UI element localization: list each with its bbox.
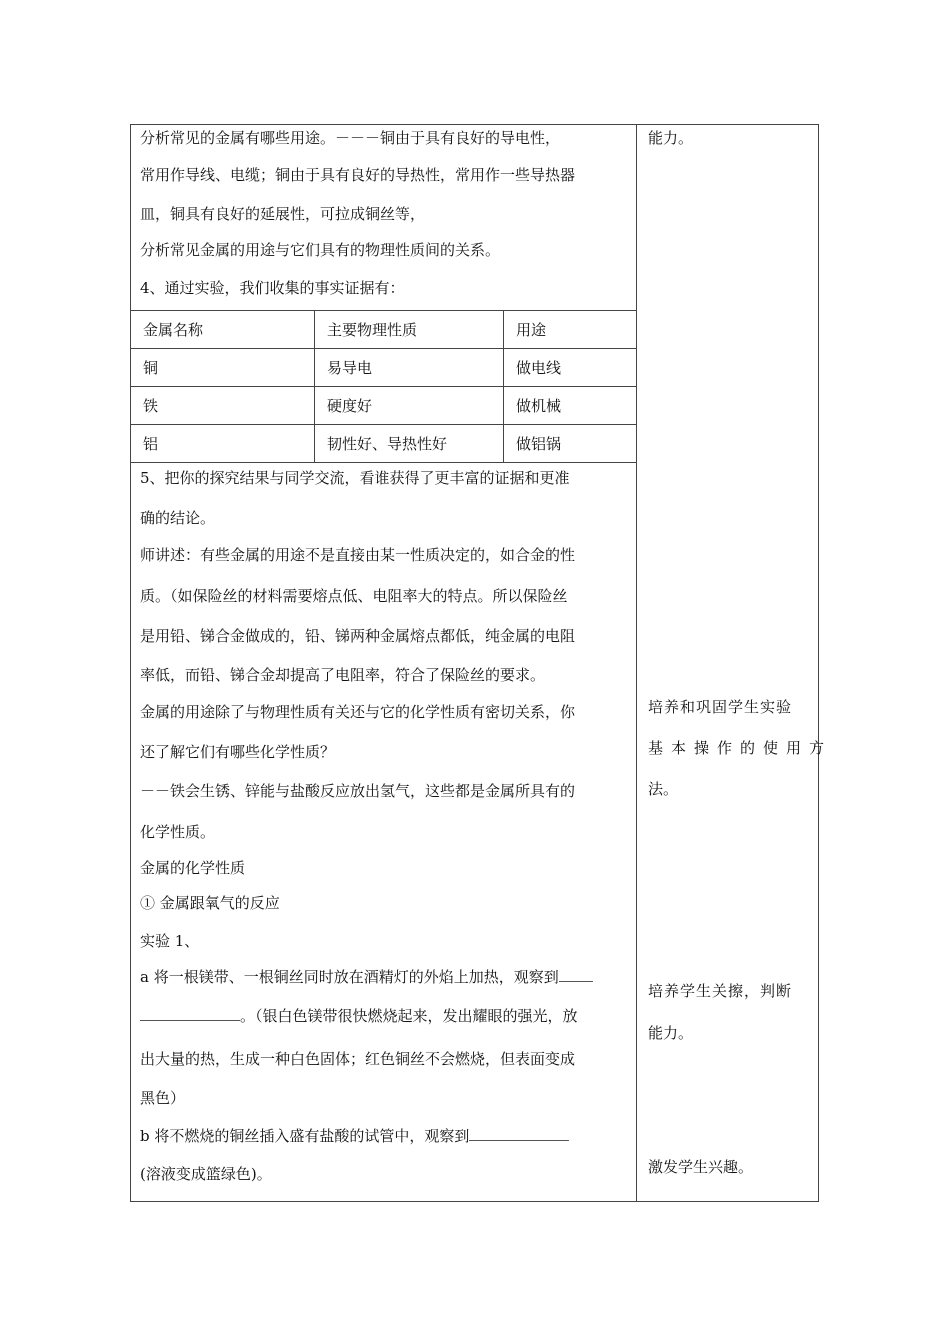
- table-cell: 铜: [131, 349, 315, 387]
- column-divider: [636, 124, 637, 1202]
- paragraph-line: 金属的用途除了与物理性质有关还与它的化学性质有密切关系，你: [140, 703, 576, 721]
- table-cell: 做机械: [504, 387, 637, 425]
- paragraph-line: 质。（如保险丝的材料需要熔点低、电阻率大的特点。所以保险丝: [140, 587, 568, 605]
- objective-text: 能力。: [648, 1024, 694, 1042]
- paragraph-line: 确的结论。: [140, 509, 216, 527]
- table-cell: 铝: [131, 425, 315, 463]
- paragraph-line: 5、把你的探究结果与同学交流，看谁获得了更丰富的证据和更准: [140, 469, 570, 487]
- table-cell: 铁: [131, 387, 315, 425]
- paragraph-line: 黑色）: [140, 1089, 186, 1107]
- objective-text: 培养学生关擦，判断: [648, 982, 793, 1000]
- paragraph-line: 皿，铜具有良好的延展性，可拉成铜丝等，: [140, 205, 426, 223]
- paragraph-line: 分析常见的金属有哪些用途。－－－铜由于具有良好的导电性，: [140, 129, 561, 147]
- table-cell: 做电线: [504, 349, 637, 387]
- table-cell: 硬度好: [315, 387, 504, 425]
- paragraph-line: 常用作导线、电缆；铜由于具有良好的导热性，常用作一些导热器: [140, 166, 576, 184]
- paragraph-line: [140, 1126, 569, 1146]
- objective-text: 能力。: [648, 129, 694, 147]
- table-row: [131, 425, 637, 463]
- paragraph-text: a 将一根镁带、一根铜丝同时放在酒精灯的外焰上加热，观察到: [140, 968, 559, 986]
- paragraph-text: b 将不燃烧的铜丝插入盛有盐酸的试管中，观察到: [140, 1127, 470, 1145]
- table-row: [131, 349, 637, 387]
- paragraph-line: 分析常见金属的用途与它们具有的物理性质间的关系。: [140, 241, 501, 259]
- paragraph-line: 率低，而铅、锑合金却提高了电阻率，符合了保险丝的要求。: [140, 666, 546, 684]
- section-heading: 金属的化学性质: [140, 859, 246, 877]
- table-header-cell: 主要物理性质: [315, 311, 504, 349]
- paragraph-line: 还了解它们有哪些化学性质？: [140, 743, 336, 761]
- objective-text: 培养和巩固学生实验: [648, 698, 793, 716]
- table-header-cell: 用途: [504, 311, 637, 349]
- subsection-heading: ① 金属跟氧气的反应: [140, 894, 280, 912]
- paragraph-line: －－铁会生锈、锌能与盐酸反应放出氢气，这些都是金属所具有的: [140, 782, 576, 800]
- fill-blank[interactable]: [559, 967, 593, 982]
- metal-properties-table: [130, 310, 637, 463]
- experiment-label: 实验 1、: [140, 932, 200, 950]
- objective-text: 激发学生兴趣。: [648, 1158, 754, 1176]
- paragraph-line: [140, 967, 593, 987]
- paragraph-line: 4、通过实验，我们收集的事实证据有：: [140, 279, 405, 297]
- table-header-cell: 金属名称: [131, 311, 315, 349]
- table-header-row: [131, 311, 637, 349]
- objective-text: 法。: [648, 780, 679, 798]
- objective-text: 基本操作的使用方: [648, 739, 833, 757]
- paragraph-text: 。（银白色镁带很快燃烧起来，发出耀眼的强光，放: [240, 1007, 578, 1025]
- paragraph-line: [140, 1006, 578, 1026]
- fill-blank[interactable]: [140, 1006, 240, 1021]
- table-cell: 易导电: [315, 349, 504, 387]
- fill-blank[interactable]: [469, 1126, 569, 1141]
- paragraph-line: (溶液变成篮绿色)。: [140, 1165, 272, 1183]
- paragraph-line: 出大量的热，生成一种白色固体；红色铜丝不会燃烧，但表面变成: [140, 1050, 576, 1068]
- paragraph-line: 师讲述：有些金属的用途不是直接由某一性质决定的，如合金的性: [140, 546, 576, 564]
- table-cell: 韧性好、导热性好: [315, 425, 504, 463]
- paragraph-line: 是用铅、锑合金做成的，铅、锑两种金属熔点都低，纯金属的电阻: [140, 627, 576, 645]
- table-row: [131, 387, 637, 425]
- table-cell: 做铝锅: [504, 425, 637, 463]
- paragraph-line: 化学性质。: [140, 823, 216, 841]
